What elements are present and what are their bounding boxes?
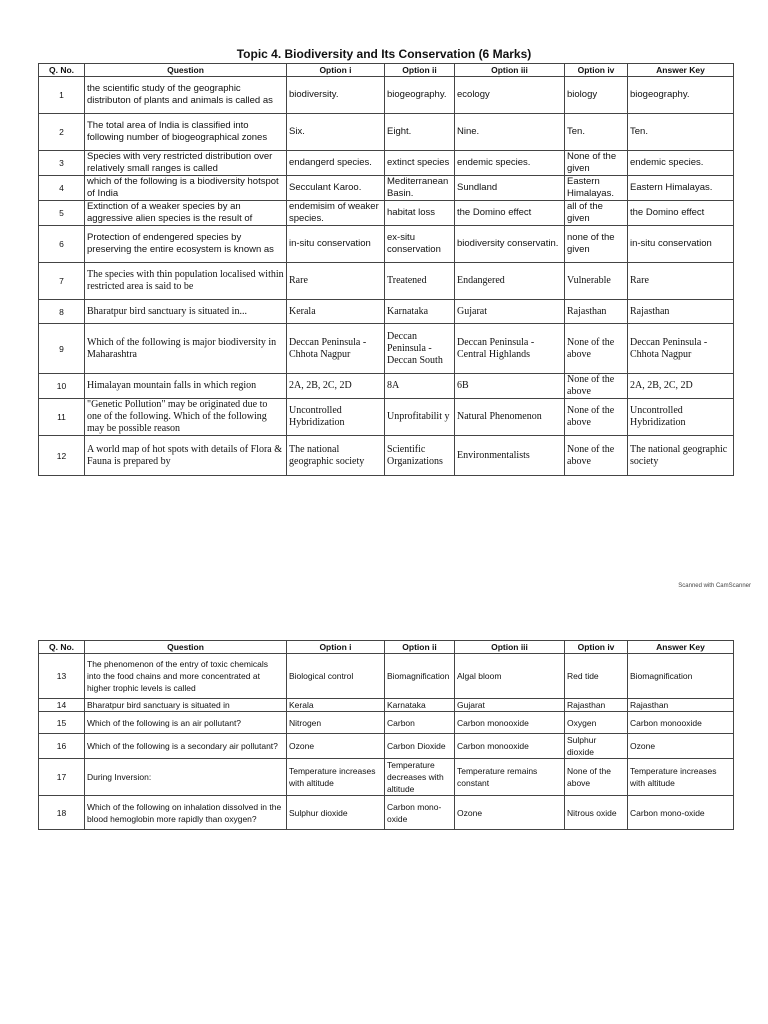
table-row [39,151,734,176]
q-no-cell: 6 [39,226,85,263]
column-header-question: Question [85,64,287,77]
option-i-cell: in-situ conservation [287,226,385,263]
option-i-cell: Kerala [287,699,385,712]
question-cell: The species with thin population localised within restricted area is said to be [85,263,287,300]
option-ii-cell: Biomagnification [385,654,455,699]
option-ii-cell: Mediterranean Basin. [385,176,455,201]
option-i-cell: The national geographic society [287,436,385,476]
q-no-cell: 15 [39,712,85,734]
option-i-cell: Ozone [287,734,385,759]
column-header-option-i: Option i [287,641,385,654]
question-cell: A world map of hot spots with details of Flora & Fauna is prepared by [85,436,287,476]
option-i-cell: Biological control [287,654,385,699]
option-ii-cell: Deccan Peninsula - Deccan South [385,324,455,374]
q-no-cell: 4 [39,176,85,201]
answer-key-cell: Ten. [628,114,734,151]
option-ii-cell: Eight. [385,114,455,151]
option-iv-cell: Rajasthan [565,300,628,324]
question-cell: Species with very restricted distribution over relatively small ranges is called [85,151,287,176]
answer-key-cell: The national geographic society [628,436,734,476]
table-header [39,641,734,654]
option-i-cell: Six. [287,114,385,151]
option-iv-cell: None of the given [565,151,628,176]
option-i-cell: endemisim of weaker species. [287,201,385,226]
option-i-cell: Sulphur dioxide [287,796,385,830]
option-iv-cell: Oxygen [565,712,628,734]
column-header-q-no: Q. No. [39,64,85,77]
question-cell: Protection of endengered species by preserving the entire ecosystem is known as [85,226,287,263]
option-ii-cell: Karnataka [385,699,455,712]
option-iv-cell: all of the given [565,201,628,226]
q-no-cell: 17 [39,759,85,796]
column-header-option-iv: Option iv [565,641,628,654]
option-ii-cell: Carbon [385,712,455,734]
question-cell: Which of the following is major biodiversity in Maharashtra [85,324,287,374]
option-iii-cell: Carbon monooxide [455,712,565,734]
option-iii-cell: Temperature remains constant [455,759,565,796]
question-cell: Bharatpur bird sanctuary is situated in... [85,300,287,324]
answer-key-cell: endemic species. [628,151,734,176]
answer-key-cell: biogeography. [628,77,734,114]
option-ii-cell: Carbon Dioxide [385,734,455,759]
q-no-cell: 10 [39,374,85,399]
option-iii-cell: 6B [455,374,565,399]
question-cell: The phenomenon of the entry of toxic chemicals into the food chains and more concentrated at higher trophic levels is called [85,654,287,699]
question-cell: Bharatpur bird sanctuary is situated in [85,699,287,712]
option-i-cell: biodiversity. [287,77,385,114]
table-row [39,654,734,699]
table-header [39,64,734,77]
q-no-cell: 13 [39,654,85,699]
option-ii-cell: habitat loss [385,201,455,226]
option-iii-cell: Nine. [455,114,565,151]
option-iv-cell: None of the above [565,759,628,796]
table-body [39,654,734,830]
option-iii-cell: Algal bloom [455,654,565,699]
option-ii-cell: Karnataka [385,300,455,324]
option-ii-cell: 8A [385,374,455,399]
table-row [39,399,734,436]
column-header-answer-key: Answer Key [628,64,734,77]
question-cell: which of the following is a biodiversity hotspot of India [85,176,287,201]
column-header-answer-key: Answer Key [628,641,734,654]
option-i-cell: Temperature increases with altitude [287,759,385,796]
q-no-cell: 3 [39,151,85,176]
option-i-cell: Nitrogen [287,712,385,734]
option-iv-cell: None of the above [565,436,628,476]
table-row [39,374,734,399]
option-ii-cell: Temperature decreases with altitude [385,759,455,796]
option-iv-cell: Vulnerable [565,263,628,300]
table-row [39,712,734,734]
option-iii-cell: Gujarat [455,300,565,324]
column-header-question: Question [85,641,287,654]
question-cell: Which of the following on inhalation dissolved in the blood hemoglobin more rapidly than oxygen? [85,796,287,830]
q-no-cell: 9 [39,324,85,374]
column-header-option-iii: Option iii [455,64,565,77]
q-no-cell: 7 [39,263,85,300]
answer-key-cell: Ozone [628,734,734,759]
option-iv-cell: Rajasthan [565,699,628,712]
option-iii-cell: Carbon monooxide [455,734,565,759]
page-title: Topic 4. Biodiversity and Its Conservation (6 Marks) [236,47,532,61]
option-iv-cell: biology [565,77,628,114]
answer-key-cell: Rajasthan [628,699,734,712]
answer-key-cell: Uncontrolled Hybridization [628,399,734,436]
answer-key-cell: the Domino effect [628,201,734,226]
table-row [39,226,734,263]
table-row [39,796,734,830]
option-ii-cell: Scientific Organizations [385,436,455,476]
answer-key-cell: 2A, 2B, 2C, 2D [628,374,734,399]
option-iv-cell: Ten. [565,114,628,151]
option-ii-cell: ex-situ conservation [385,226,455,263]
option-iii-cell: Environmentalists [455,436,565,476]
table-row [39,300,734,324]
option-iv-cell: Nitrous oxide [565,796,628,830]
table-body [39,77,734,476]
q-no-cell: 11 [39,399,85,436]
answer-key-cell: Rare [628,263,734,300]
question-table-1 [38,63,734,476]
column-header-option-iv: Option iv [565,64,628,77]
answer-key-cell: Rajasthan [628,300,734,324]
q-no-cell: 18 [39,796,85,830]
column-header-option-iii: Option iii [455,641,565,654]
question-cell: Extinction of a weaker species by an aggressive alien species is the result of [85,201,287,226]
option-i-cell: Uncontrolled Hybridization [287,399,385,436]
option-i-cell: Kerala [287,300,385,324]
table-row [39,759,734,796]
option-ii-cell: Carbon mono-oxide [385,796,455,830]
answer-key-cell: Carbon mono-oxide [628,796,734,830]
answer-key-cell: Deccan Peninsula - Chhota Nagpur [628,324,734,374]
option-iv-cell: Sulphur dioxide [565,734,628,759]
q-no-cell: 8 [39,300,85,324]
question-cell: The total area of India is classified into following number of biogeographical zones [85,114,287,151]
option-iii-cell: endemic species. [455,151,565,176]
answer-key-cell: Temperature increases with altitude [628,759,734,796]
option-iv-cell: none of the given [565,226,628,263]
table-row [39,77,734,114]
option-i-cell: Deccan Peninsula - Chhota Nagpur [287,324,385,374]
option-iv-cell: None of the above [565,324,628,374]
table-row [39,176,734,201]
table-row [39,699,734,712]
option-i-cell: 2A, 2B, 2C, 2D [287,374,385,399]
q-no-cell: 14 [39,699,85,712]
table-row [39,324,734,374]
question-cell: During Inversion: [85,759,287,796]
column-header-option-ii: Option ii [385,64,455,77]
q-no-cell: 12 [39,436,85,476]
option-iii-cell: Ozone [455,796,565,830]
option-iii-cell: Endangered [455,263,565,300]
question-cell: Which of the following is an air pollutant? [85,712,287,734]
option-iv-cell: None of the above [565,399,628,436]
answer-key-cell: in-situ conservation [628,226,734,263]
answer-key-cell: Biomagnification [628,654,734,699]
question-table-2 [38,640,734,830]
option-iii-cell: biodiversity conservatin. [455,226,565,263]
option-iv-cell: Eastern Himalayas. [565,176,628,201]
table-row [39,436,734,476]
option-i-cell: Rare [287,263,385,300]
option-ii-cell: Unprofitabilit y [385,399,455,436]
column-header-option-ii: Option ii [385,641,455,654]
option-iii-cell: ecology [455,77,565,114]
option-ii-cell: extinct species [385,151,455,176]
question-cell: the scientific study of the geographic distributon of plants and animals is called as [85,77,287,114]
q-no-cell: 1 [39,77,85,114]
question-cell: Himalayan mountain falls in which region [85,374,287,399]
table-row [39,114,734,151]
table-row [39,201,734,226]
question-cell: "Genetic Pollution" may be originated due to one of the following. Which of the following may be possible reason [85,399,287,436]
option-i-cell: Secculant Karoo. [287,176,385,201]
answer-key-cell: Carbon monooxide [628,712,734,734]
option-iv-cell: None of the above [565,374,628,399]
scanner-footnote: Scanned with CamScanner [678,583,751,589]
option-iii-cell: the Domino effect [455,201,565,226]
option-iii-cell: Sundland [455,176,565,201]
answer-key-cell: Eastern Himalayas. [628,176,734,201]
column-header-option-i: Option i [287,64,385,77]
option-iv-cell: Red tide [565,654,628,699]
option-ii-cell: biogeography. [385,77,455,114]
option-iii-cell: Gujarat [455,699,565,712]
q-no-cell: 5 [39,201,85,226]
option-ii-cell: Treatened [385,263,455,300]
q-no-cell: 16 [39,734,85,759]
column-header-q-no: Q. No. [39,641,85,654]
option-iii-cell: Natural Phenomenon [455,399,565,436]
option-i-cell: endangerd species. [287,151,385,176]
table-row [39,263,734,300]
option-iii-cell: Deccan Peninsula - Central Highlands [455,324,565,374]
q-no-cell: 2 [39,114,85,151]
question-cell: Which of the following is a secondary air pollutant? [85,734,287,759]
table-row [39,734,734,759]
